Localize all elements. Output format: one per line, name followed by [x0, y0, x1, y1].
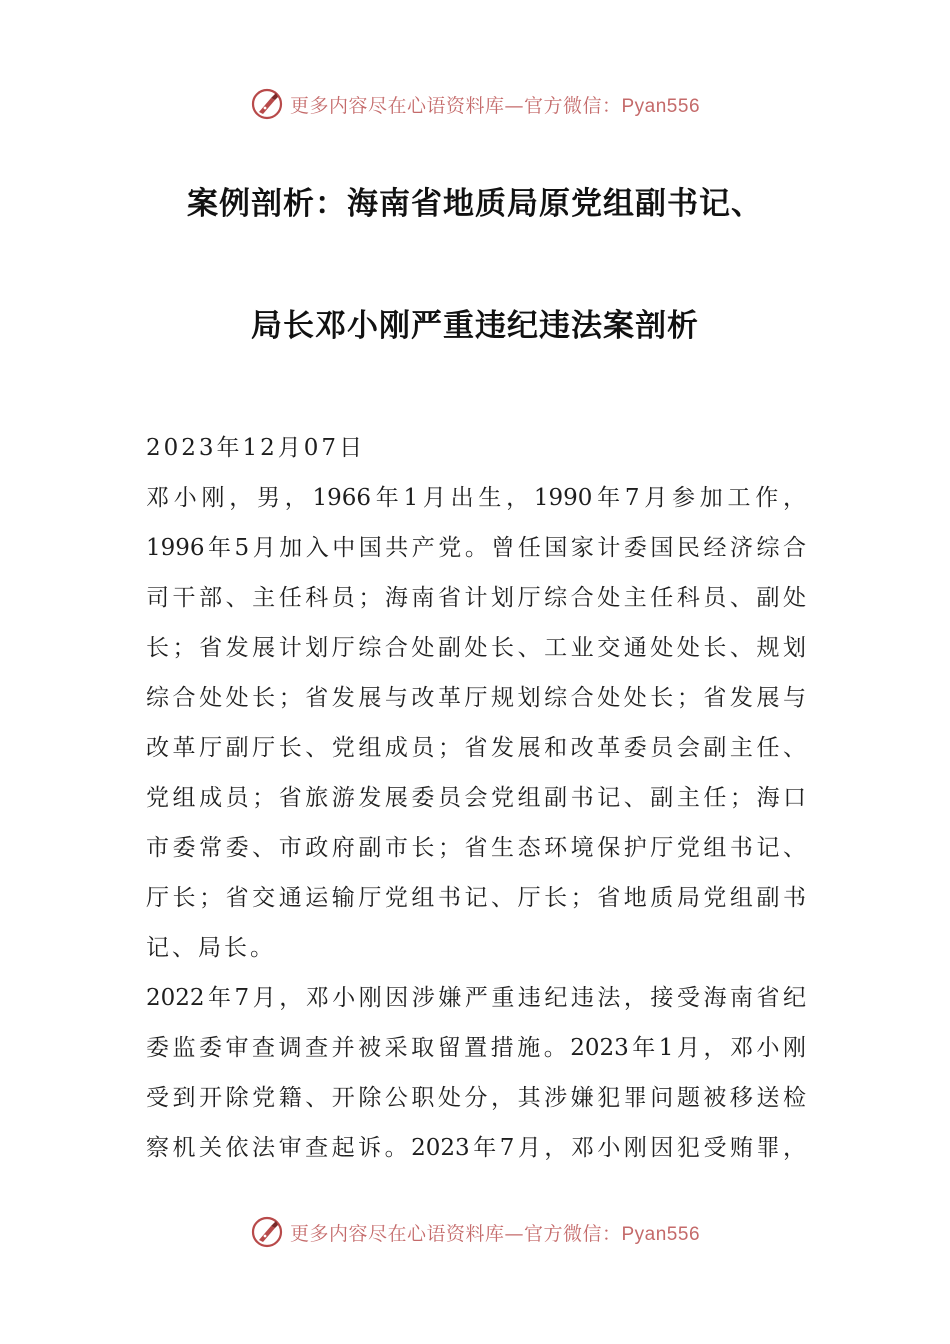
paragraph-line: 长；省发展计划厅综合处副处长、工业交通处处长、规划: [146, 635, 806, 661]
page-title-line-2: 局长邓小刚严重违纪违法案剖析: [251, 308, 699, 344]
paragraph-line: 综合处处长；省发展与改革厅规划综合处处长；省发展与: [146, 685, 806, 711]
watermark-text: 更多内容尽在心语资料库—官方微信：Pyan556: [289, 1222, 701, 1245]
watermark-text: 更多内容尽在心语资料库—官方微信：Pyan556: [289, 94, 701, 117]
paragraph-line: 邓小刚，男，1966年1月出生，1990年7月参加工作，: [146, 485, 806, 511]
footer-watermark: [0, 1212, 950, 1252]
paragraph-line: 受到开除党籍、开除公职处分，其涉嫌犯罪问题被移送检: [146, 1085, 806, 1111]
page-title-line-1: 案例剖析：海南省地质局原党组副书记、: [187, 186, 763, 222]
paragraph-line: 1996年5月加入中国共产党。曾任国家计委国民经济综合: [146, 535, 806, 561]
header-watermark: [0, 84, 950, 124]
paragraph-line: 厅长；省交通运输厅党组书记、厅长；省地质局党组副书: [146, 885, 806, 911]
pen-nib-logo-icon: [250, 1215, 284, 1249]
pen-nib-logo-icon: [250, 87, 284, 121]
paragraph-line: 市委常委、市政府副市长；省生态环境保护厅党组书记、: [146, 835, 806, 861]
article-body: [146, 428, 806, 1178]
paragraph-line: 记、局长。: [146, 935, 276, 961]
paragraph-line: 司干部、主任科员；海南省计划厅综合处主任科员、副处: [146, 585, 806, 611]
paragraph-line: 委监委审查调查并被采取留置措施。2023年1月，邓小刚: [146, 1035, 806, 1061]
paragraph-line: 察机关依法审查起诉。2023年7月，邓小刚因犯受贿罪，: [146, 1135, 806, 1161]
article-date: 2023年12月07日: [146, 435, 366, 461]
paragraph-line: 改革厅副厅长、党组成员；省发展和改革委员会副主任、: [146, 735, 806, 761]
paragraph-line: 党组成员；省旅游发展委员会党组副书记、副主任；海口: [146, 785, 806, 811]
paragraph-line: 2022年7月，邓小刚因涉嫌严重违纪违法，接受海南省纪: [146, 985, 806, 1011]
